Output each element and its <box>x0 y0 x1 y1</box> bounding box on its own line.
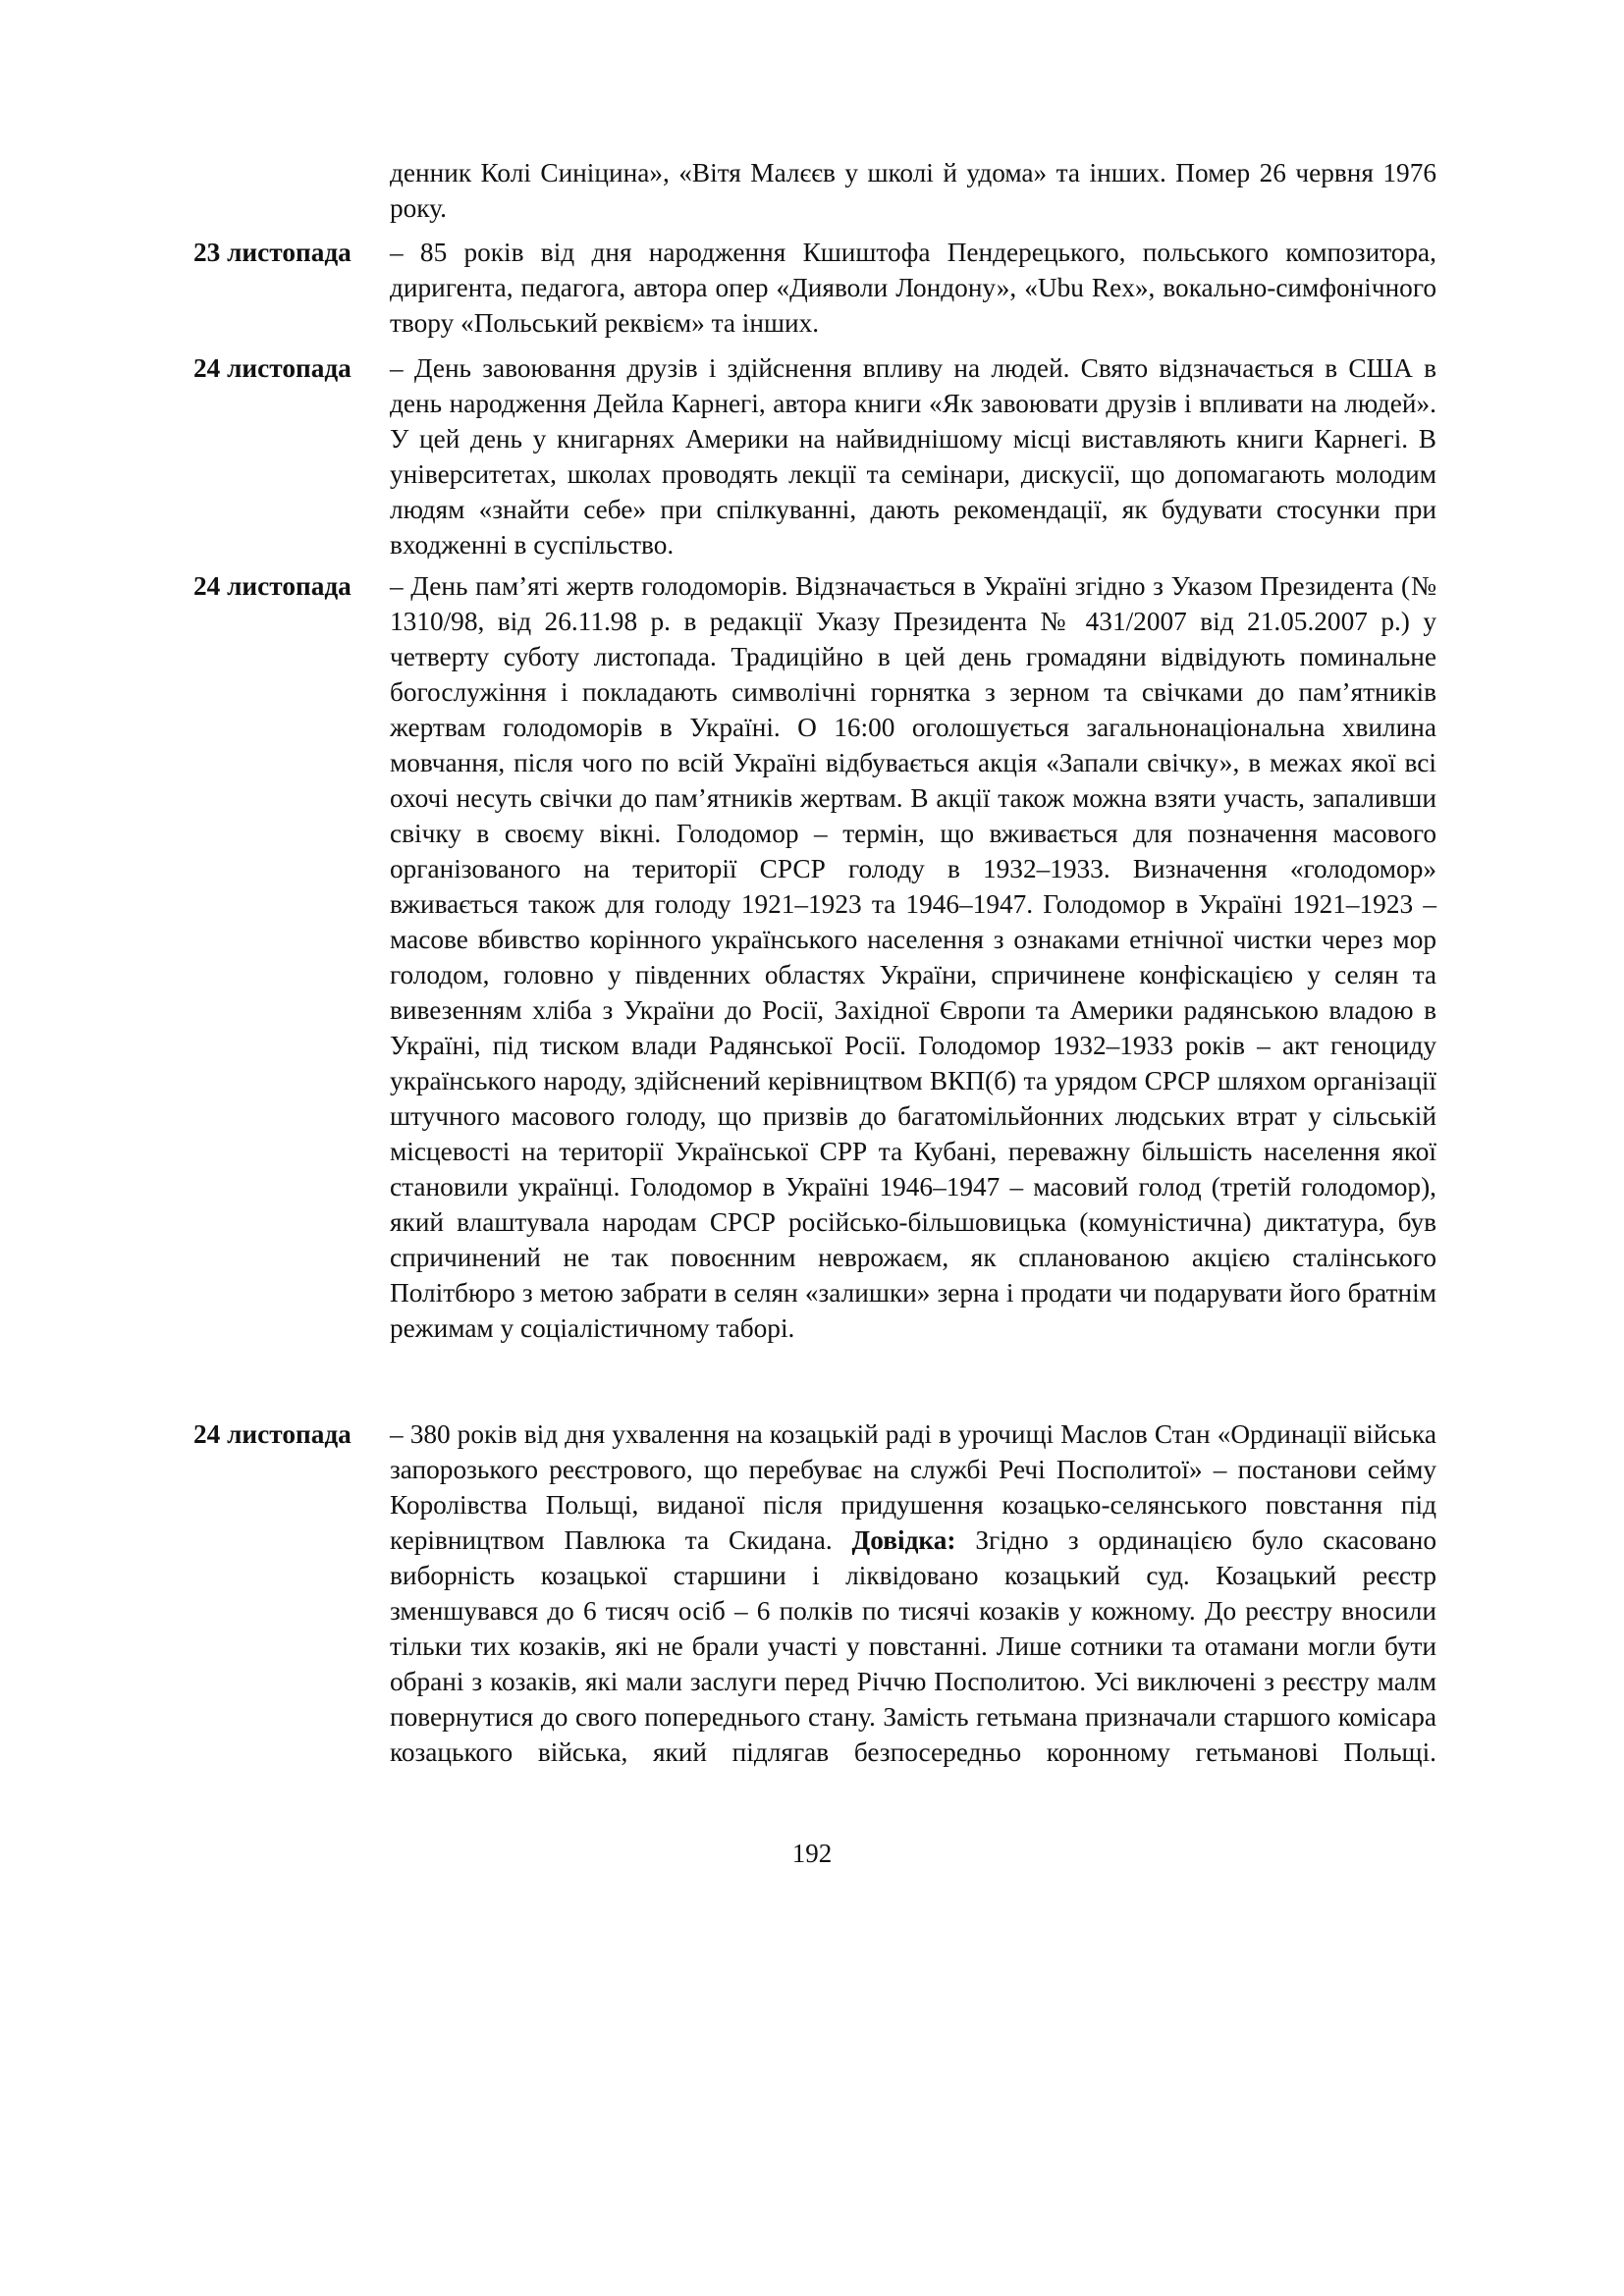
entry-carnegie <box>193 350 1436 562</box>
entry-text-part: Згідно з ординацією було скасовано виборність козацької старшини і ліквідовано козацький суд. Козацький реєстр зменшувався до 6 тисяч осіб – 6 полків по тисячі козаків у кожному. До реєстру вносили тільки тих козаків, які не брали участі у повстанні. Лише сотники та отамани могли бути обрані з козаків, які мали заслуги перед Річчю Посполитою. Усі виключені з реєстру малм повернутися до свого попереднього стану. Замість гетьмана призначали старшого комісара козацького війська, який підлягав безпосередньо коронному гетьманові Польщі. <box>390 1525 1436 1767</box>
entry-ordinance <box>193 1416 1436 1770</box>
reference-label: Довідка: <box>851 1525 956 1555</box>
entry-penderecki <box>193 235 1436 341</box>
entry-text: денник Колі Синіцина», «Вітя Малєєв у школі й удома» та інших. Помер 26 червня 1976 року. <box>390 158 1436 223</box>
entry-text <box>390 1416 1436 1770</box>
entry-text: – День завоювання друзів і здійснення впливу на людей. Свято відзначається в США в день народження Дейла Карнегі, автора книги «Як завоювати друзів і впливати на людей». У цей день у книгарнях Америки на найвиднішому місці виставляють книги Карнегі. В університетах, школах проводять лекції та семінари, дискусії, що допомагають молодим людям «знайти себе» при спілкуванні, дають рекомендації, як будувати стосунки при входженні в суспільство. <box>390 353 1436 560</box>
entry-continuation <box>193 155 1436 226</box>
entry-date: 24 листопада <box>193 1419 352 1449</box>
entry-holodomor <box>193 568 1436 1346</box>
entry-text: – День пам’яті жертв голодоморів. Відзначається в Україні згідно з Указом Президента (№ 1310/98, від 26.11.98 р. в редакції Указу Президента № 431/2007 від 21.05.2007 р.) у четверту суботу листопада. Традиційно в цей день громадяни відвідують поминальне богослужіння і покладають символічні горнятка з зерном та свічками до пам’ятників жертвам голодоморів в Україні. О 16:00 оголошується загальнонаціональна хвилина мовчання, після чого по всій Україні відбувається акція «Запали свічку», в межах якої всі охочі несуть свічки до пам’ятників жертвам. В акції також можна взяти участь, запаливши свічку в своєму вікні. Голодомор – термін, що вживається для позначення масового організованого на території СРСР голоду в 1932–1933. Визначення «голодомор» вживається також для голоду 1921–1923 та 1946–1947. Голодомор в Україні 1921–1923 – масове вбивство корінного українського населення з ознаками етнічної чистки через мор голодом, головно у південних областях України, спричинене конфіскацією у селян та вивезенням хліба з України до Росії, Західної Європи та Америки радянською владою в Україні, під тиском влади Радянської Росії. Голодомор 1932–1933 років – акт геноциду українського народу, здійснений керівництвом ВКП(б) та урядом СРСР шляхом організації штучного масового голоду, що призвів до багатомільйонних людських втрат у сільській місцевості на території Української СРР та Кубані, переважну більшість населення якої становили українці. Голодомор в Україні 1946–1947 – масовий голод (третій голодомор), який влаштувала народам СРСР російсько-більшовицька (комуністична) диктатура, був спричинений не так повоєнним неврожаєм, як спланованою акцією сталінського Політбюро з метою забрати в селян «залишки» зерна і продати чи подарувати його братнім режимам у соціалістичному таборі. <box>390 571 1436 1343</box>
page-number: 192 <box>791 1839 833 1868</box>
entry-date: 23 листопада <box>193 238 352 267</box>
entry-text: – 85 років від дня народження Кшиштофа Пендерецького, польського композитора, диригента, педагога, автора опер «Дияволи Лондону», «Ubu Rex», вокально-симфонічного твору «Польський реквієм» та інших. <box>390 238 1436 338</box>
entry-text-part: – 380 років від дня ухвалення на козацькій раді в урочищі Маслов Стан «Ординації війська запорозького реєстрового, що перебуває на службі Речі Посполитої» – постанови сейму Королівства Польщі, виданої після придушення козацько-селянського повстання під керівництвом Павлюка та Скидана. <box>390 1419 1436 1555</box>
entry-date: 24 листопада <box>193 571 352 601</box>
entry-date: 24 листопада <box>193 353 352 383</box>
